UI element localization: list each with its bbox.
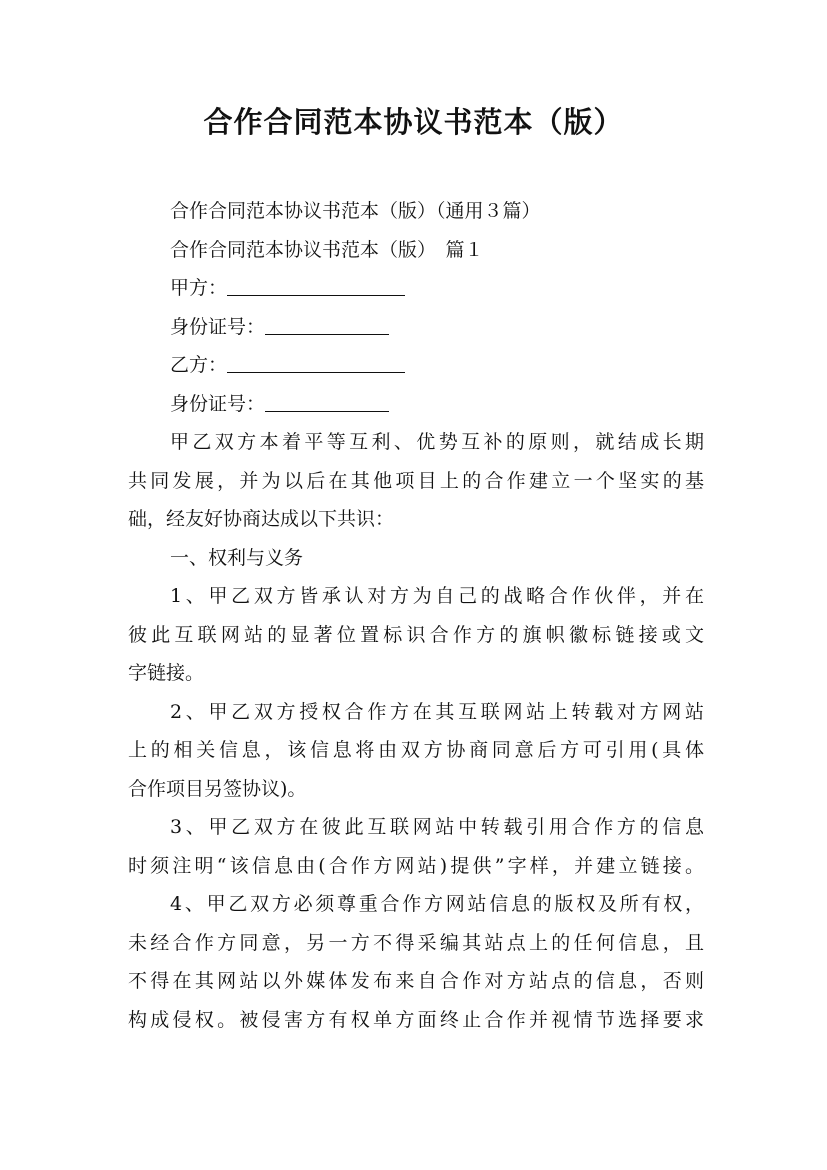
document-body — [128, 192, 704, 1039]
party-b-label: 乙方： — [170, 354, 228, 376]
paragraph-line: 2、甲乙双方授权合作方在其互联网站上转载对方网站 — [170, 700, 704, 723]
party-a-id-label: 身份证号： — [170, 315, 266, 338]
party-a-id-blank — [265, 312, 389, 335]
party-b-id-blank — [265, 389, 389, 412]
paragraph-line: 字链接。 — [128, 662, 205, 684]
paragraph-line: 1、甲乙双方皆承认对方为自己的战略合作伙伴，并在 — [170, 585, 704, 607]
paragraph-line: 构成侵权。被侵害方有权单方面终止合作并视情节选择要求 — [128, 1008, 704, 1031]
document-subtitle: 合作合同范本协议书范本（版）（通用３篇） — [170, 200, 541, 222]
party-b-id-label: 身份证号： — [170, 392, 266, 415]
party-a-label: 甲方： — [170, 277, 228, 299]
section-heading: 合作合同范本协议书范本（版） 篇１ — [170, 238, 484, 261]
paragraph-line: 甲乙双方本着平等互利、优势互补的原则，就结成长期 — [170, 431, 704, 453]
document-title: 合作合同范本协议书范本（版） — [203, 105, 624, 139]
paragraph-line: 共同发展，并为以后在其他项目上的合作建立一个坚实的基 — [128, 469, 704, 492]
paragraph-line: 不得在其网站以外媒体发布来自合作对方站点的信息，否则 — [128, 970, 704, 992]
party-a-line — [128, 269, 704, 308]
paragraph-line: 彼此互联网站的显著位置标识合作方的旗帜徽标链接或文 — [128, 623, 704, 646]
paragraph-line: 4、甲乙双方必须尊重合作方网站信息的版权及所有权， — [170, 893, 704, 915]
paragraph-line: 时须注明“该信息由(合作方网站)提供”字样，并建立链接。 — [128, 854, 704, 877]
paragraph-line: 合作项目另签协议)。 — [128, 777, 307, 800]
paragraph-line: 3、甲乙双方在彼此互联网站中转载引用合作方的信息 — [170, 816, 704, 838]
party-b-id-line — [128, 385, 704, 424]
paragraph-line: 上的相关信息，该信息将由双方协商同意后方可引用(具体 — [128, 739, 704, 761]
party-b-line — [128, 346, 704, 385]
paragraph-line: 础，经友好协商达成以下共识： — [128, 508, 395, 530]
paragraph-line: 未经合作方同意，另一方不得采编其站点上的任何信息，且 — [128, 931, 704, 954]
party-a-id-line — [128, 308, 704, 347]
party-b-blank — [227, 350, 405, 373]
party-a-blank — [227, 273, 405, 296]
clause-heading: 一、权利与义务 — [170, 546, 304, 569]
